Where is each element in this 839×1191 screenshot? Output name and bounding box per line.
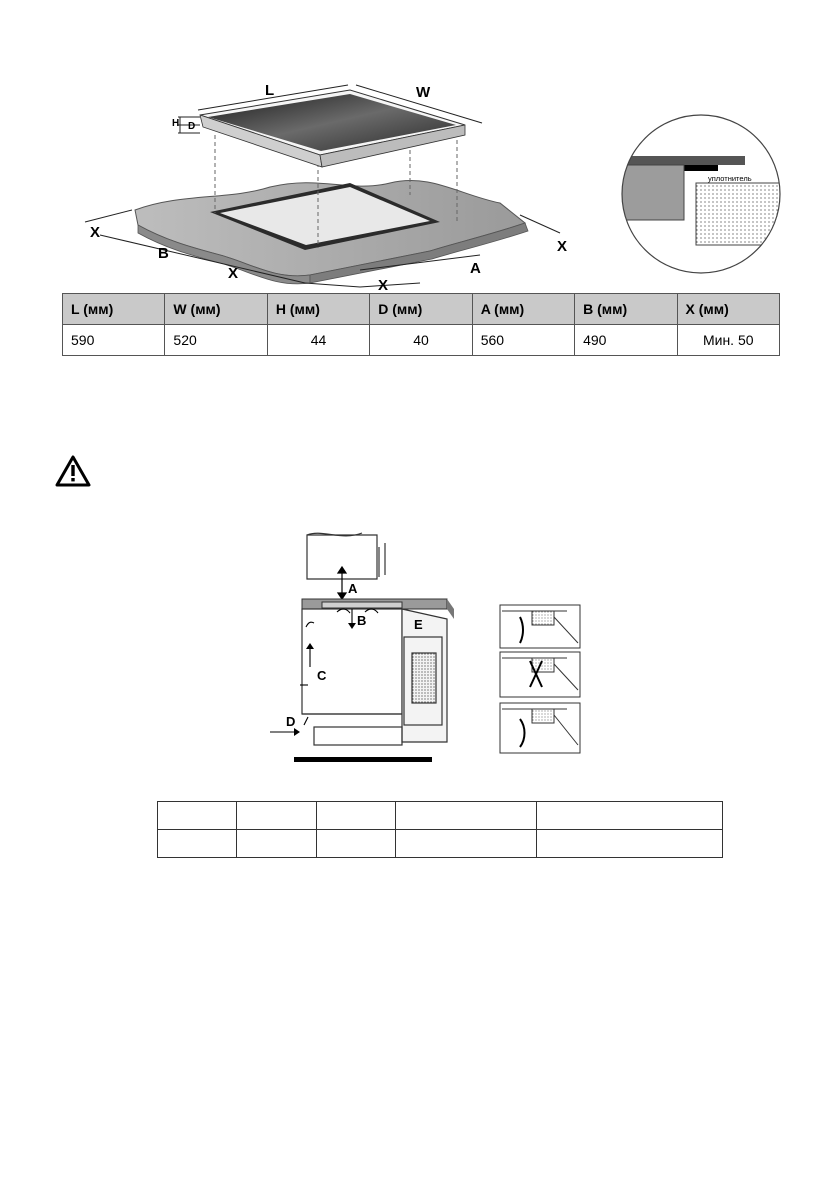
seal-label: уплотнитель [708, 174, 752, 183]
table-row [158, 802, 723, 830]
label-H: H [172, 118, 180, 129]
header-B: B (мм) [575, 294, 677, 325]
empty-table [157, 801, 723, 858]
label-W: W [416, 84, 431, 101]
value-W: 520 [165, 325, 267, 356]
header-H: H (мм) [267, 294, 369, 325]
value-D: 40 [370, 325, 472, 356]
label-X-right: X [557, 238, 568, 255]
label-B: B [357, 613, 367, 628]
hob-cutout-diagram [60, 75, 620, 295]
label-L: L [265, 82, 275, 99]
label-D: D [286, 714, 296, 729]
header-L: L (мм) [63, 294, 165, 325]
label-A: A [348, 581, 358, 596]
detail-panel-top [500, 605, 580, 648]
header-W: W (мм) [165, 294, 267, 325]
table-row [63, 325, 780, 356]
table-row [158, 830, 723, 858]
value-A: 560 [472, 325, 574, 356]
value-L: 590 [63, 325, 165, 356]
value-X: Мин. 50 [677, 325, 779, 356]
label-X-bottom: X [378, 277, 389, 294]
label-C: C [317, 668, 327, 683]
label-D: D [188, 121, 196, 132]
table-header-row [63, 294, 780, 325]
warning-triangle-icon [55, 455, 91, 487]
label-X-bottom-left: X [228, 265, 239, 282]
detail-panel-middle [500, 652, 580, 697]
seal-detail-inset [620, 113, 782, 275]
label-X-left: X [90, 224, 101, 241]
header-D: D (мм) [370, 294, 472, 325]
label-E: E [414, 617, 423, 632]
installation-clearance-diagram [262, 527, 592, 767]
header-X: X (мм) [677, 294, 779, 325]
dimension-table [62, 293, 780, 356]
value-B: 490 [575, 325, 677, 356]
value-H: 44 [267, 325, 369, 356]
label-A: A [470, 260, 481, 277]
label-B: B [158, 245, 169, 262]
hob-glass-top [200, 90, 465, 167]
detail-panel-bottom [500, 703, 580, 753]
header-A: A (мм) [472, 294, 574, 325]
